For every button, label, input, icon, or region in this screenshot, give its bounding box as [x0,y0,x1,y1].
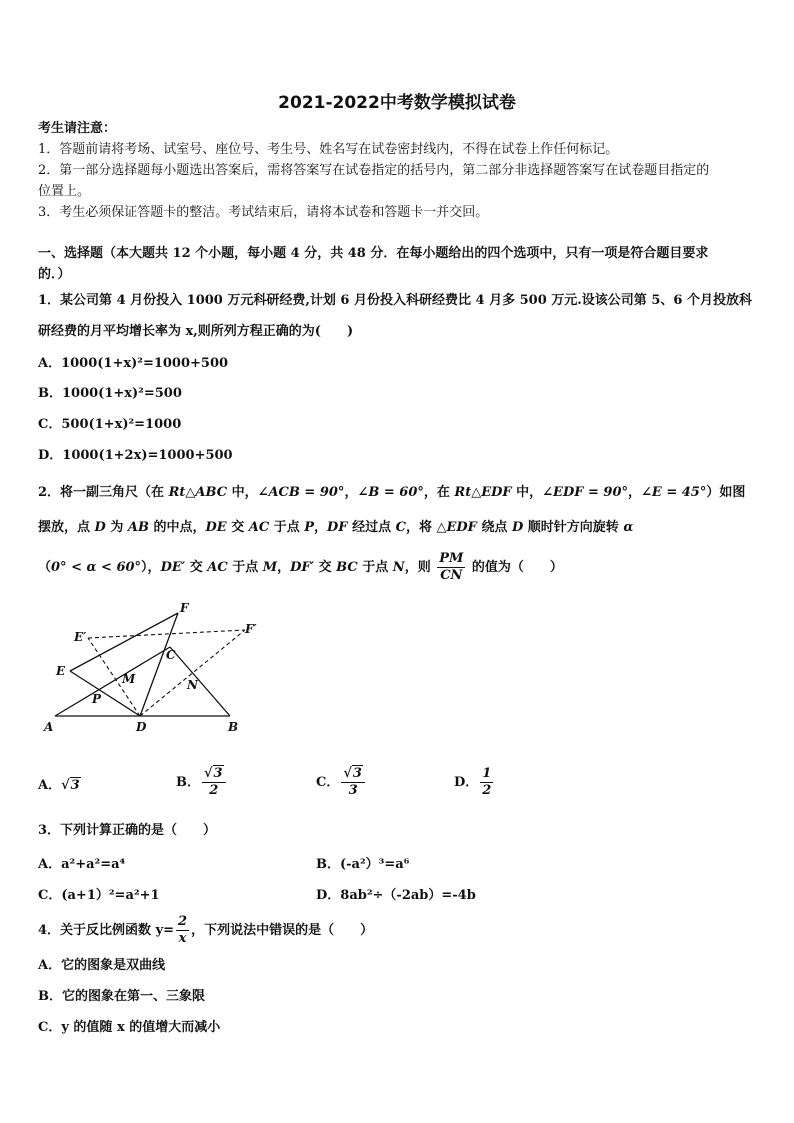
q3-stem: 3．下列计算正确的是（ ） [38,823,217,838]
section-heading: 一、选择题（本大题共 12 个小题，每小题 4 分，共 48 分．在每小题给出的四个选项中，只有一项是符合题目要求 [38,246,709,261]
notice-item-1: 1．答题前请将考场、试室号、座位号、考生号、姓名写在试卷密封线内，不得在试卷上作任何标记。 [38,142,619,157]
geometry-figure [40,603,270,738]
pm-over-cn-fraction: $\frac{PM}{CN}$ [439,551,464,583]
q2-stem-line2: 摆放，点 D 为 AB 的中点，DE 交 AC 于点 P，DF 经过点 C，将 △EDF 绕点 D 顺时针方向旋转 α [38,520,634,535]
notice-item-2-cont: 位置上。 [38,184,91,199]
label-b: B [228,720,239,734]
section-heading-cont: 的．） [38,267,71,282]
segment-cb [170,647,230,716]
notice-item-3: 3．考生必须保证答题卡的整洁。考试结束后，请将本试卷和答题卡一并交回。 [38,205,489,220]
two-over-x-fraction: $\frac{2}{x}$ [178,914,188,946]
q4-stem: 4．关于反比例函数 y= $\frac{2}{x}$ ，下列说法中错误的是（ ） [38,914,374,946]
q1-option-a: A．1000(1+x)²=1000+500 [38,356,229,371]
label-n: N [187,678,198,692]
q3-option-a: A．a²+a²=a⁴ [38,857,126,872]
q1-option-b: B．1000(1+x)²=500 [38,386,182,401]
q2-option-c: C． $\frac{√3}{3}$ [316,766,367,799]
label-p: P [92,692,102,706]
notice-item-2: 2．第一部分选择题每小题选出答案后，需将答案写在试卷指定的括号内，第二部分非选择题答案写在试卷题目指定的 [38,163,710,178]
q2-option-a: A．√3 [38,778,80,793]
q1-stem-cont: 研经费的月平均增长率为 x,则所列方程正确的为( ) [38,324,354,339]
q2-option-d: D． $\frac{1}{2}$ [454,766,492,798]
segment-e-prime-f-prime [88,630,245,638]
q4-option-c: C．y 的值随 x 的值增大而减小 [38,1020,221,1035]
q3-option-c: C．(a+1）²=a²+1 [38,888,160,903]
label-d: D [136,720,147,734]
label-a: A [44,720,54,734]
label-e-prime: E′ [74,630,87,644]
label-f-prime: F′ [245,622,257,636]
q2-stem-line3: （0° < α < 60°），DE′ 交 AC 于点 M，DF′ 交 BC 于点 N，则 $\frac{PM}{CN}$ 的值为（ ） [38,551,563,583]
q2-option-b: B． $\frac{√3}{2}$ [176,766,228,799]
label-e: E [56,664,66,678]
q3-option-b: B．(-a²）³=a⁶ [316,857,410,872]
q1-stem: 1．某公司第 4 月份投入 1000 万元科研经费,计划 6 月份投入科研经费比 4 月多 500 万元.设该公司第 5、6 个月投放科 [38,293,752,308]
q1-option-c: C．500(1+x)²=1000 [38,417,182,432]
label-f: F [180,603,189,615]
label-m: M [122,672,136,686]
q3-option-d: D．8ab²÷（-2ab）=-4b [316,888,476,903]
q2-stem-line1: 2．将一副三角尺（在 Rt△ABC 中，∠ACB = 90°，∠B = 60°，在 Rt△EDF 中，∠EDF = 90°，∠E = 45°）如图 [38,485,746,500]
q4-option-b: B．它的图象在第一、三象限 [38,989,205,1004]
label-c: C [166,648,176,662]
q4-option-a: A．它的图象是双曲线 [38,958,166,973]
q1-option-d: D．1000(1+2x)=1000+500 [38,448,233,463]
notice-heading: 考生请注意： [38,121,117,136]
page-title: 2021-2022中考数学模拟试卷 [278,93,516,113]
